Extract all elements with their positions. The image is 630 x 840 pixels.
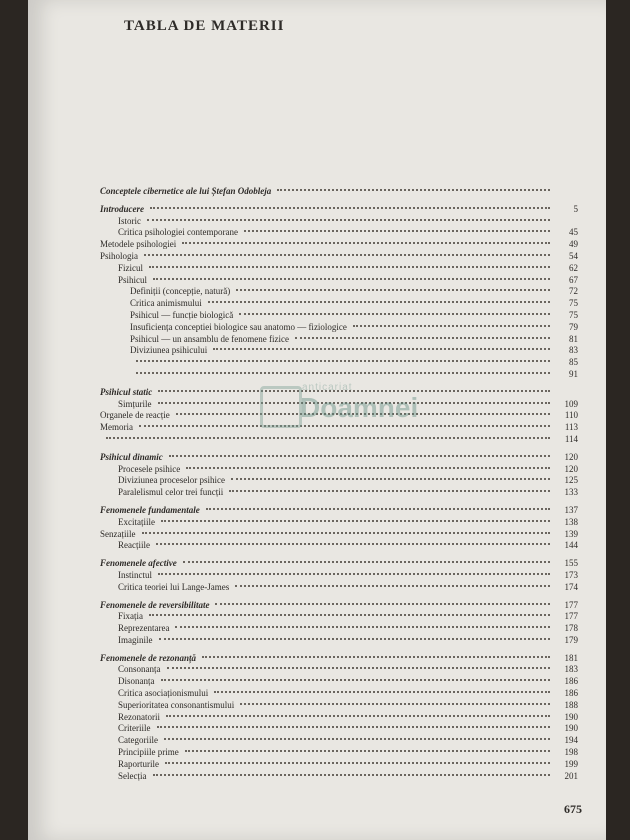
dot-leader (166, 714, 550, 717)
toc-heading (100, 204, 578, 216)
entry-page-number: 110 (564, 410, 578, 421)
toc-section (100, 600, 578, 647)
dot-leader (182, 241, 550, 244)
dot-leader (158, 572, 550, 575)
entry-label: Fenomenele de rezonanță (100, 652, 196, 663)
toc-entry (100, 216, 578, 228)
entry-page-number: 190 (564, 723, 578, 734)
entry-page-number: 75 (569, 309, 578, 320)
dot-leader (236, 288, 550, 291)
entry-page-number: 177 (564, 611, 578, 622)
entry-page-number: 144 (564, 540, 578, 551)
entry-page-number: 201 (564, 770, 578, 781)
entry-label: Excitațiile (118, 516, 155, 527)
toc-entry (100, 322, 578, 334)
dot-leader (215, 602, 550, 605)
entry-label: Fenomenele fundamentale (100, 504, 200, 515)
dot-leader (235, 584, 550, 587)
entry-label: Disonanța (118, 676, 155, 687)
toc-entry (100, 664, 578, 676)
toc-entry (100, 298, 578, 310)
toc-section (100, 204, 578, 381)
entry-page-number: 72 (569, 286, 578, 297)
entry-label: Simțurile (118, 398, 152, 409)
toc-entry (100, 582, 578, 594)
toc-entry (100, 487, 578, 499)
entry-label: Psihicul — funcție biologică (130, 309, 234, 320)
toc-heading (100, 653, 578, 665)
dot-leader (185, 749, 550, 752)
dot-leader (244, 229, 550, 232)
dot-leader (161, 678, 551, 681)
entry-label: Imaginile (118, 634, 153, 645)
dot-leader (202, 655, 550, 658)
entry-page-number: 67 (569, 274, 578, 285)
entry-page-number: 62 (569, 262, 578, 273)
entry-page-number: 186 (564, 688, 578, 699)
dot-leader (167, 666, 551, 669)
entry-page-number: 133 (564, 487, 578, 498)
entry-label: Critica animismului (130, 298, 202, 309)
entry-label: Definiții (concepție, natură) (130, 286, 231, 297)
entry-label: Introducere (100, 203, 145, 214)
entry-page-number: 81 (569, 333, 578, 344)
toc-entry (100, 712, 578, 724)
dot-leader (295, 336, 550, 339)
dot-leader (214, 690, 550, 693)
entry-page-number: 113 (564, 422, 578, 433)
entry-page-number: 199 (564, 758, 578, 769)
entry-page-number: 91 (569, 368, 578, 379)
toc-entry (100, 310, 578, 322)
entry-label: Memoria (100, 422, 133, 433)
entry-label: Categoriile (118, 735, 158, 746)
toc-entry (100, 357, 578, 369)
entry-page-number: 79 (569, 321, 578, 332)
toc-entry (100, 735, 578, 747)
table-of-contents (100, 186, 578, 788)
dot-leader (240, 702, 550, 705)
toc-entry (100, 227, 578, 239)
toc-entry (100, 700, 578, 712)
dot-leader (136, 359, 550, 362)
entry-page-number: 85 (569, 357, 578, 368)
toc-entry (100, 635, 578, 647)
entry-label: Raporturile (118, 758, 159, 769)
entry-page-number: 174 (564, 581, 578, 592)
entry-label: Diviziunea proceselor psihice (118, 475, 225, 486)
dot-leader (206, 507, 550, 510)
dot-leader (229, 489, 550, 492)
page-title: TABLA DE MATERII (124, 18, 285, 34)
toc-entry (100, 275, 578, 287)
entry-label: Rezonatorii (118, 711, 160, 722)
toc-heading (100, 186, 578, 198)
toc-entry (100, 517, 578, 529)
entry-label: Diviziunea psihicului (130, 345, 208, 356)
entry-label: Psihicul dinamic (100, 451, 163, 462)
watermark-big-text: Doamnei (300, 392, 419, 423)
toc-entry (100, 570, 578, 582)
entry-label: Critica psihologiei contemporane (118, 227, 238, 238)
entry-page-number: 190 (564, 711, 578, 722)
toc-entry (100, 688, 578, 700)
dot-leader (239, 312, 550, 315)
entry-page-number: 45 (569, 227, 578, 238)
toc-entry (100, 747, 578, 759)
entry-page-number: 75 (569, 298, 578, 309)
toc-entry (100, 529, 578, 541)
entry-label: Selecția (118, 770, 147, 781)
entry-page-number: 155 (564, 558, 578, 569)
entry-label: Conceptele cibernetice ale lui Ștefan Odobleja (100, 186, 272, 196)
entry-page-number: 194 (564, 735, 578, 746)
toc-heading (100, 558, 578, 570)
entry-page-number: 173 (564, 569, 578, 580)
dot-leader (147, 218, 550, 221)
entry-label: Consonanța (118, 664, 161, 675)
entry-page-number: 114 (564, 433, 578, 444)
toc-section (100, 452, 578, 499)
dot-leader (231, 477, 550, 480)
dot-leader (149, 265, 550, 268)
entry-page-number: 54 (569, 250, 578, 261)
toc-section (100, 558, 578, 593)
entry-label: Procesele psihice (118, 463, 181, 474)
dot-leader (157, 725, 551, 728)
toc-heading (100, 452, 578, 464)
toc-heading (100, 505, 578, 517)
book-page (28, 0, 606, 840)
dot-leader (353, 324, 550, 327)
dot-leader (161, 519, 550, 522)
toc-heading (100, 600, 578, 612)
toc-entry (100, 286, 578, 298)
toc-section (100, 653, 578, 783)
toc-entry (100, 771, 578, 783)
toc-entry (100, 239, 578, 251)
entry-page-number: 198 (564, 747, 578, 758)
toc-entry (100, 369, 578, 381)
dot-leader (213, 347, 550, 350)
entry-label: Metodele psihologiei (100, 239, 177, 250)
dot-leader (186, 466, 550, 469)
dot-leader (175, 625, 550, 628)
entry-page-number: 138 (564, 516, 578, 527)
toc-entry (100, 345, 578, 357)
toc-entry (100, 263, 578, 275)
dot-leader (142, 531, 551, 534)
page-number: 675 (564, 802, 582, 816)
entry-label: Reprezentarea (118, 623, 170, 634)
entry-label: Paralelismul celor trei funcții (118, 487, 224, 498)
toc-entry (100, 251, 578, 263)
entry-page-number: 183 (564, 664, 578, 675)
dot-leader (150, 206, 550, 209)
dot-leader (208, 300, 550, 303)
dot-leader (106, 436, 550, 439)
toc-entry (100, 623, 578, 635)
dot-leader (149, 613, 550, 616)
watermark-small-text: anticariat (302, 382, 353, 393)
dot-leader (156, 542, 550, 545)
entry-label: Fizicul (118, 262, 143, 273)
entry-page-number: 5 (573, 203, 578, 214)
toc-entry (100, 759, 578, 771)
entry-label: Critica asociaționismului (118, 688, 209, 699)
entry-page-number: 109 (564, 398, 578, 409)
entry-label: Insuficiența conceptiei biologice sau anatomo — fiziologice (130, 321, 347, 332)
entry-label: Criteriile (118, 723, 151, 734)
entry-label: Psihologia (100, 250, 139, 261)
dot-leader (165, 761, 550, 764)
entry-page-number: 178 (564, 623, 578, 634)
entry-page-number: 120 (564, 463, 578, 474)
entry-page-number: 137 (564, 504, 578, 515)
dot-leader (144, 253, 550, 256)
entry-label: Instinctul (118, 569, 152, 580)
toc-section (100, 505, 578, 552)
entry-label: Superioritatea consonantismului (118, 699, 235, 710)
entry-page-number: 188 (564, 699, 578, 710)
dot-leader (169, 454, 550, 457)
toc-entry (100, 464, 578, 476)
toc-entry (100, 334, 578, 346)
dot-leader (277, 188, 550, 191)
entry-page-number: 181 (564, 652, 578, 663)
dot-leader (153, 773, 551, 776)
toc-section (100, 186, 578, 198)
dot-leader (164, 737, 550, 740)
entry-label: Fixația (118, 611, 143, 622)
entry-page-number: 49 (569, 239, 578, 250)
entry-page-number: 125 (564, 475, 578, 486)
dot-leader (136, 371, 550, 374)
dot-leader (153, 277, 550, 280)
dot-leader (183, 560, 550, 563)
entry-page-number: 120 (564, 451, 578, 462)
entry-page-number: 83 (569, 345, 578, 356)
entry-label: Principiile prime (118, 747, 179, 758)
entry-label: Istoric (118, 215, 141, 226)
entry-label: Senzațiile (100, 528, 136, 539)
bookshop-logo-icon (260, 386, 302, 428)
entry-page-number: 177 (564, 599, 578, 610)
entry-page-number: 179 (564, 634, 578, 645)
entry-label: Organele de reacție (100, 410, 170, 421)
entry-label: Fenomenele de reversibilitate (100, 599, 210, 610)
dot-leader (159, 637, 551, 640)
entry-page-number: 139 (564, 528, 578, 539)
toc-entry (100, 723, 578, 735)
entry-label: Psihicul (118, 274, 148, 285)
entry-page-number: 186 (564, 676, 578, 687)
entry-label: Psihicul static (100, 386, 153, 397)
entry-label: Reacțiile (118, 540, 150, 551)
toc-entry (100, 611, 578, 623)
toc-entry (100, 475, 578, 487)
watermark (260, 380, 430, 436)
toc-entry (100, 676, 578, 688)
entry-label: Psihicul — un ansamblu de fenomene fizice (130, 333, 289, 344)
entry-label: Critica teoriei lui Lange-James (118, 581, 230, 592)
toc-entry (100, 540, 578, 552)
entry-label: Fenomenele afective (100, 558, 177, 569)
